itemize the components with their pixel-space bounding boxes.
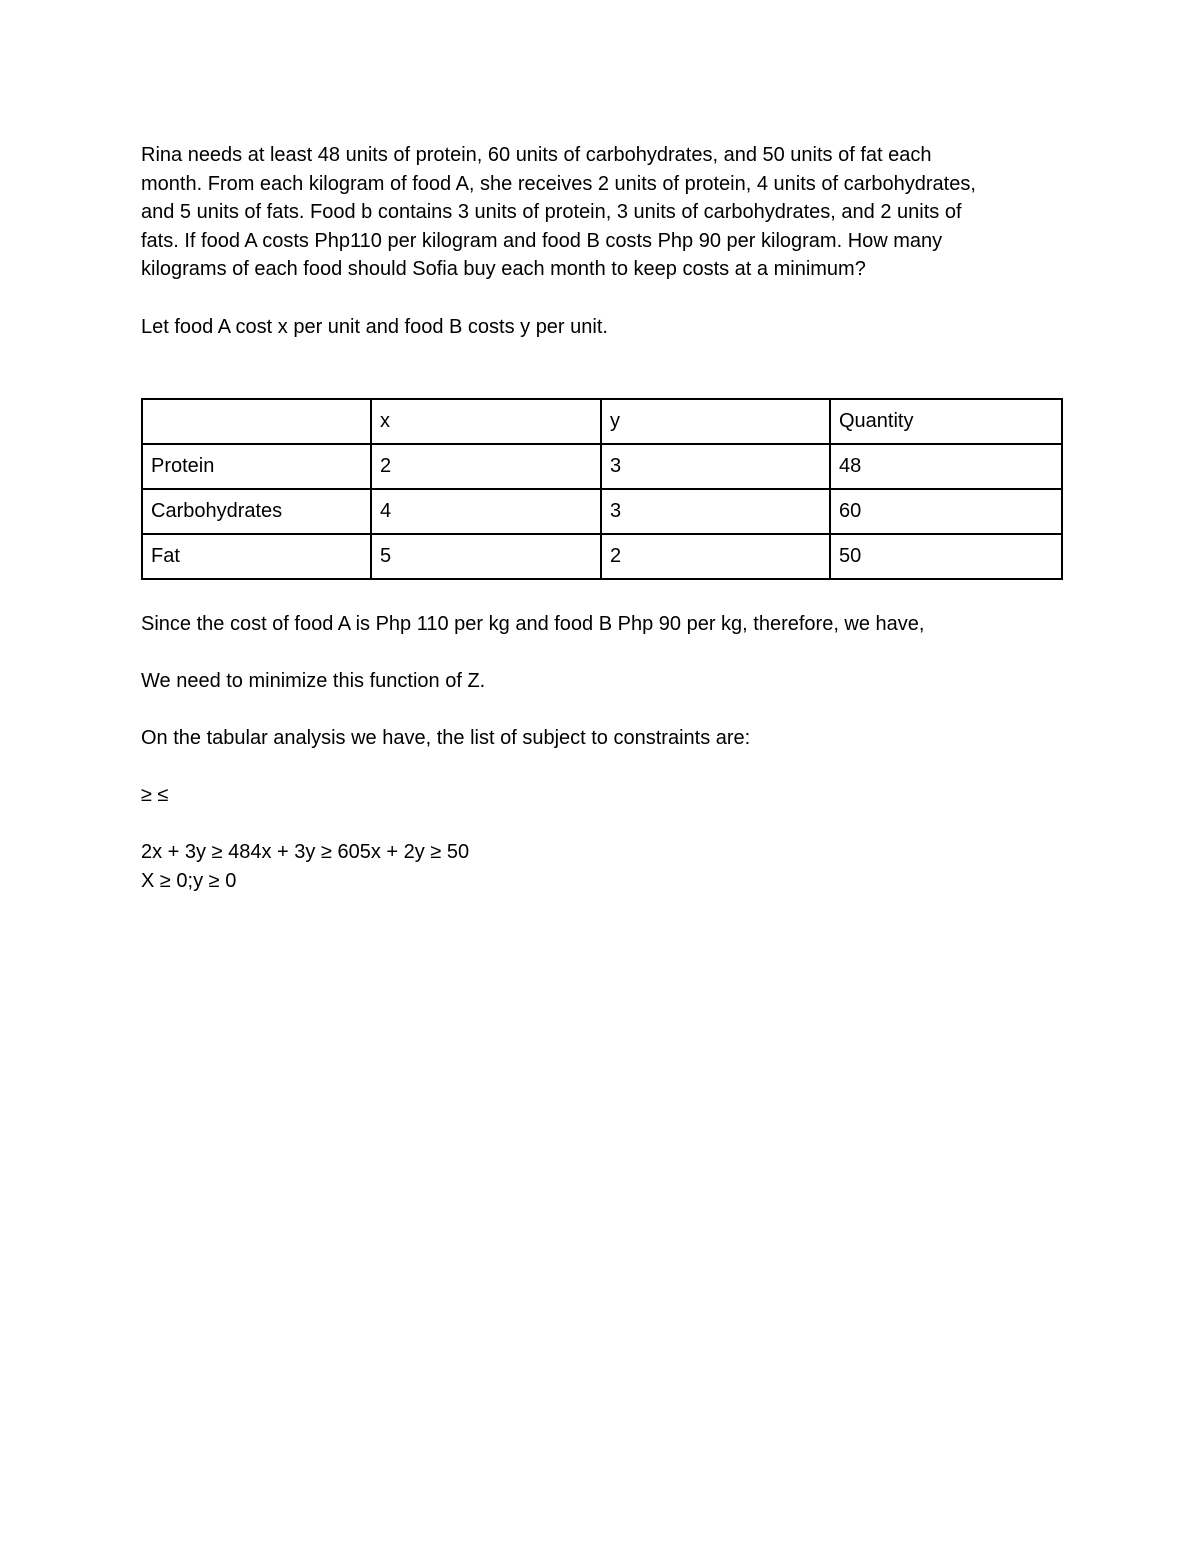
table-header-cell: y: [601, 399, 830, 444]
table-cell: Fat: [142, 534, 371, 579]
table-header-row: [142, 399, 1062, 444]
inequality-symbols: ≥ ≤: [141, 784, 169, 806]
table-cell: 48: [830, 444, 1062, 489]
nutrient-table: [141, 398, 1063, 580]
problem-line: fats. If food A costs Php110 per kilogram and food B costs Php 90 per kilogram. How many: [141, 229, 943, 252]
table-cell: 3: [601, 444, 830, 489]
table-row: [142, 489, 1062, 534]
constraint-equations: [141, 838, 1061, 895]
problem-line: month. From each kilogram of food A, she receives 2 units of protein, 4 units of carbohydrates,: [141, 172, 976, 195]
table-row: [142, 534, 1062, 579]
table-cell: 60: [830, 489, 1062, 534]
table-cell: 50: [830, 534, 1062, 579]
constraints-intro: On the tabular analysis we have, the list of subject to constraints are:: [141, 727, 751, 749]
table-header-cell: [142, 399, 371, 444]
table-cell: Protein: [142, 444, 371, 489]
table-cell: 5: [371, 534, 601, 579]
constraint-line: X ≥ 0;y ≥ 0: [141, 869, 237, 892]
let-statement: Let food A cost x per unit and food B costs y per unit.: [141, 315, 608, 338]
problem-statement: [141, 141, 1061, 284]
table-cell: 3: [601, 489, 830, 534]
nutrient-table-wrapper: [141, 398, 1061, 580]
constraint-line: 2x + 3y ≥ 484x + 3y ≥ 605x + 2y ≥ 50: [141, 841, 470, 863]
table-header-cell: x: [371, 399, 601, 444]
table-cell: Carbohydrates: [142, 489, 371, 534]
minimize-statement: We need to minimize this function of Z.: [141, 670, 486, 692]
table-row: [142, 444, 1062, 489]
table-cell: 2: [601, 534, 830, 579]
table-header-cell: Quantity: [830, 399, 1062, 444]
cost-statement: Since the cost of food A is Php 110 per kg and food B Php 90 per kg, therefore, we have,: [141, 613, 925, 635]
problem-line: and 5 units of fats. Food b contains 3 units of protein, 3 units of carbohydrates, and 2 units of: [141, 201, 962, 223]
problem-line: Rina needs at least 48 units of protein, 60 units of carbohydrates, and 50 units of fat each: [141, 144, 932, 166]
table-cell: 4: [371, 489, 601, 534]
problem-line: kilograms of each food should Sofia buy each month to keep costs at a minimum?: [141, 258, 866, 280]
document-page: [141, 141, 1061, 895]
table-cell: 2: [371, 444, 601, 489]
